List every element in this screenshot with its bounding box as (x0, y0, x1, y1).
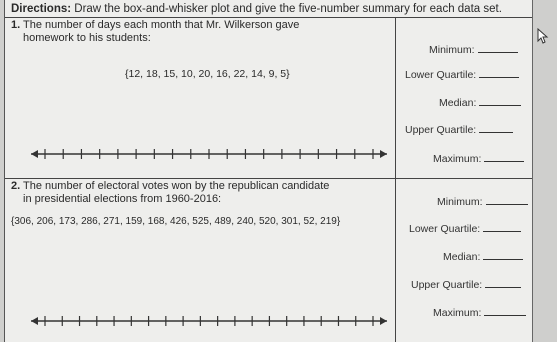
p2-lower-quartile-blank[interactable] (483, 222, 521, 232)
p2-maximum-label: Maximum: (433, 307, 482, 319)
p1-median-field (439, 96, 521, 109)
right-arrow-icon (380, 150, 387, 158)
directions-label: Directions: (11, 3, 72, 15)
p1-lower-quartile-field (405, 68, 519, 81)
p1-maximum-field (433, 152, 524, 165)
p2-median-blank[interactable] (483, 250, 523, 260)
p2-upper-quartile-field (411, 278, 521, 291)
problem-2-data-set: {306, 206, 173, 286, 271, 159, 168, 426, 525, 489, 240, 520, 301, 52, 219} (11, 216, 341, 227)
directions-text: Draw the box-and-whisker plot and give the five-number summary for each data set. (74, 3, 502, 15)
p2-lower-quartile-label: Lower Quartile: (409, 223, 481, 235)
p1-maximum-label: Maximum: (433, 153, 482, 165)
p2-median-label: Median: (443, 251, 481, 263)
p1-upper-quartile-field (405, 123, 513, 136)
p1-minimum-field (429, 43, 518, 56)
left-arrow-icon (31, 317, 38, 325)
problem-2-number-line (29, 311, 389, 331)
problem-1-number-line (29, 144, 389, 164)
problem-2-number: 2. (11, 180, 21, 192)
p2-maximum-blank[interactable] (484, 306, 526, 316)
problem-1-data-set: {12, 18, 15, 10, 20, 16, 22, 14, 9, 5} (125, 68, 290, 80)
p1-minimum-label: Minimum: (429, 44, 475, 56)
problem-1-line2: homework to his students: (23, 32, 151, 44)
p2-lower-quartile-field (409, 222, 521, 235)
p2-maximum-field (433, 306, 526, 319)
p1-minimum-blank[interactable] (478, 43, 518, 53)
p2-minimum-field (437, 195, 528, 208)
p2-upper-quartile-label: Upper Quartile: (411, 279, 483, 291)
problem-2-prompt (11, 180, 329, 206)
p1-lower-quartile-label: Lower Quartile: (405, 69, 477, 81)
problem-divider (5, 178, 532, 179)
worksheet (4, 0, 533, 342)
problem-1-line1: The number of days each month that Mr. Wilkerson gave (23, 19, 300, 31)
p1-median-blank[interactable] (479, 96, 521, 106)
p2-minimum-label: Minimum: (437, 196, 483, 208)
p2-minimum-blank[interactable] (486, 195, 528, 205)
p1-lower-quartile-blank[interactable] (479, 68, 519, 78)
p1-upper-quartile-blank[interactable] (479, 123, 513, 133)
table-column-divider (395, 17, 396, 342)
p1-upper-quartile-label: Upper Quartile: (405, 124, 477, 136)
problem-2-line2: in presidential elections from 1960-2016: (23, 193, 222, 205)
p1-maximum-blank[interactable] (484, 152, 524, 162)
problem-1-number: 1. (11, 19, 21, 31)
table-top-border (5, 17, 532, 18)
problem-1-prompt (11, 19, 299, 45)
p2-median-field (443, 250, 523, 263)
problem-2-line1: The number of electoral votes won by the republican candidate (23, 180, 330, 192)
mouse-pointer-icon (537, 28, 549, 44)
left-arrow-icon (31, 150, 38, 158)
right-arrow-icon (380, 317, 387, 325)
directions (11, 3, 502, 15)
p1-median-label: Median: (439, 97, 477, 109)
p2-upper-quartile-blank[interactable] (485, 278, 521, 288)
